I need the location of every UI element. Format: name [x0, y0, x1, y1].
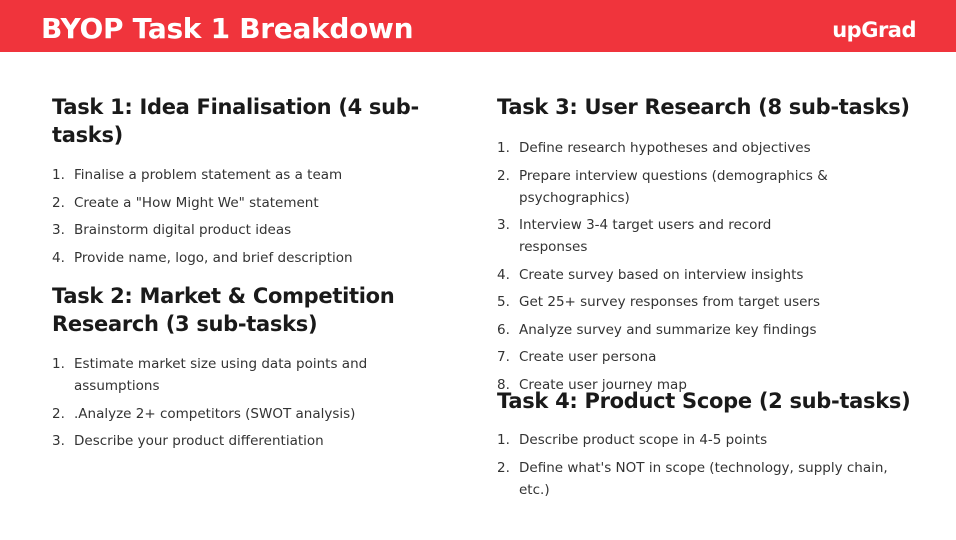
list-number: 1. — [497, 140, 510, 156]
list-number: 2. — [497, 167, 510, 184]
list-number: 8. — [497, 376, 510, 393]
list-item — [52, 403, 384, 425]
list-item — [52, 430, 384, 452]
list-number: 2. — [497, 459, 510, 476]
list-item — [52, 192, 432, 214]
list-number: 5. — [497, 294, 510, 310]
task-3-subtasks — [497, 137, 842, 396]
list-number: 7. — [497, 349, 510, 365]
list-text: Provide name, logo, and brief description — [74, 249, 353, 266]
list-number: 3. — [52, 433, 65, 449]
list-number: 2. — [52, 194, 65, 211]
list-text: Define what's NOT in scope (technology, supply chain, etc.) — [519, 459, 888, 498]
list-number: 1. — [52, 167, 65, 183]
list-number: 3. — [497, 217, 510, 233]
list-number: 4. — [52, 249, 65, 266]
task-4-heading: Task 4: Product Scope (2 sub-tasks) — [497, 389, 911, 413]
list-item — [497, 429, 902, 451]
list-item — [52, 247, 432, 269]
list-item — [497, 319, 842, 341]
list-item — [497, 165, 842, 209]
list-item — [52, 353, 384, 397]
task-2-heading: Task 2: Market & Competition Research (3 sub-tasks) — [52, 284, 395, 336]
list-text: Describe product scope in 4-5 points — [519, 432, 768, 448]
list-number: 1. — [52, 356, 65, 372]
list-text: Describe your product differentiation — [74, 433, 324, 449]
list-text: Prepare interview questions (demographics & psychographics) — [519, 167, 828, 206]
list-text: Finalise a problem statement as a team — [74, 167, 343, 183]
list-text: Create user persona — [519, 349, 657, 365]
task-3-heading: Task 3: User Research (8 sub-tasks) — [497, 95, 910, 119]
upgrad-logo: upGrad — [832, 18, 916, 42]
list-text: Analyze survey and summarize key findings — [519, 321, 817, 338]
list-text: Estimate market size using data points and assumptions — [74, 356, 368, 394]
list-number: 4. — [497, 266, 510, 283]
list-item — [497, 137, 842, 159]
list-item — [497, 264, 842, 286]
list-number: 1. — [497, 432, 510, 448]
list-item — [497, 214, 842, 258]
list-number: 2. — [52, 405, 65, 422]
list-number: 3. — [52, 222, 65, 238]
task-1-heading: Task 1: Idea Finalisation (4 sub-tasks) — [52, 95, 419, 147]
list-text: Interview 3-4 target users and record responses — [519, 217, 772, 255]
task-2-subtasks — [52, 353, 384, 452]
list-text: Create user journey map — [519, 376, 687, 393]
list-text: Create a "How Might We" statement — [74, 194, 319, 211]
list-item — [497, 457, 902, 501]
list-text: Get 25+ survey responses from target users — [519, 294, 821, 310]
list-item — [52, 219, 432, 241]
title-bar — [0, 0, 956, 52]
task-1-subtasks — [52, 164, 432, 269]
list-text: Brainstorm digital product ideas — [74, 222, 292, 238]
list-item — [52, 164, 432, 186]
list-text: .Analyze 2+ competitors (SWOT analysis) — [74, 405, 356, 422]
list-number: 6. — [497, 321, 510, 338]
list-text: Define research hypotheses and objectives — [519, 140, 811, 156]
list-item — [497, 346, 842, 368]
list-item — [497, 291, 842, 313]
task-4-subtasks — [497, 429, 902, 501]
page-title: BYOP Task 1 Breakdown — [41, 12, 414, 45]
list-text: Create survey based on interview insights — [519, 266, 804, 283]
